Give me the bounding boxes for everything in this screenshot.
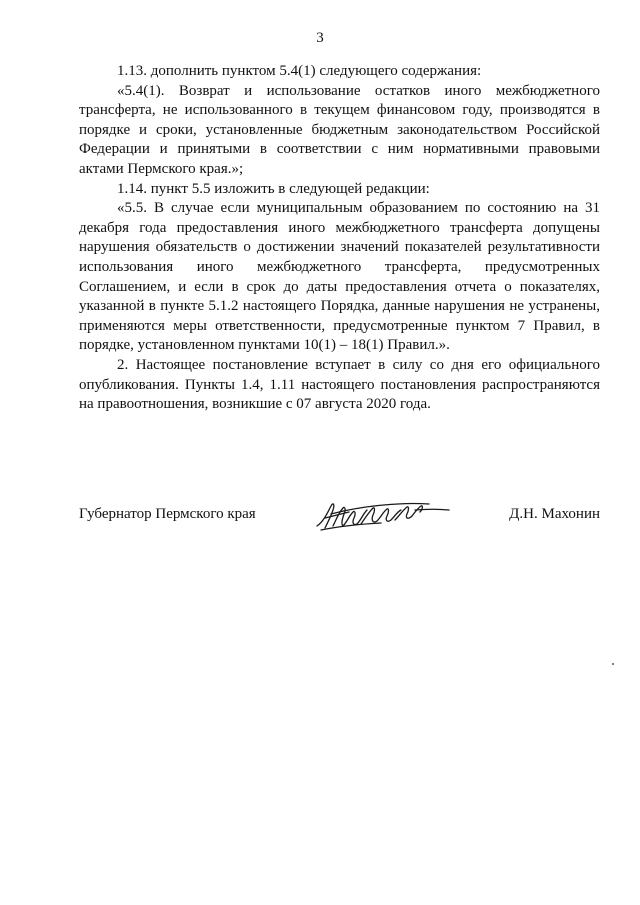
paragraph-1-13: 1.13. дополнить пунктом 5.4(1) следующего содержания: — [117, 63, 482, 79]
signatory-title: Губернатор Пермского края — [79, 506, 256, 522]
scan-speck — [612, 663, 614, 665]
paragraph-2: 2. Настоящее постановление вступает в силу со дня его официального опубликования. Пункты 1.4, 1.11 настоящего постановления распространяются на правоотношения, возникшие с 07 августа 2020 года. — [79, 356, 600, 413]
signature-block — [79, 496, 600, 536]
paragraph-5-5: «5.5. В случае если муниципальным образованием по состоянию на 31 декабря года предоставления иного межбюджетного трансферта допущены нарушения обязательств о достижении значений показателей результативности использования иного межбюджетного трансферта, предусмотренных Соглашением, и если в срок до даты предоставления отчета о показателях, указанной в пункте 5.1.2 настоящего Порядка, данные нарушения не устранены, применяются меры ответственности, предусмотренные пунктом 7 Правил, в порядке, установленном пунктами 10(1) – 18(1) Правил.». — [79, 200, 600, 354]
page-number: 3 — [316, 30, 324, 46]
signatory-name: Д.Н. Махонин — [509, 506, 600, 522]
document-body — [79, 62, 600, 415]
paragraph-5-4-1: «5.4(1). Возврат и использование остатков иного межбюджетного трансферта, не использованного в текущем финансовом году, производятся в порядке и сроки, установленные бюджетным законодательством Российской Федерации и принятыми в соответствии с ним нормативными правовыми актами Пермского края.»; — [79, 82, 600, 177]
paragraph-1-14: 1.14. пункт 5.5 изложить в следующей редакции: — [117, 180, 430, 197]
handwritten-signature-icon — [311, 496, 451, 534]
